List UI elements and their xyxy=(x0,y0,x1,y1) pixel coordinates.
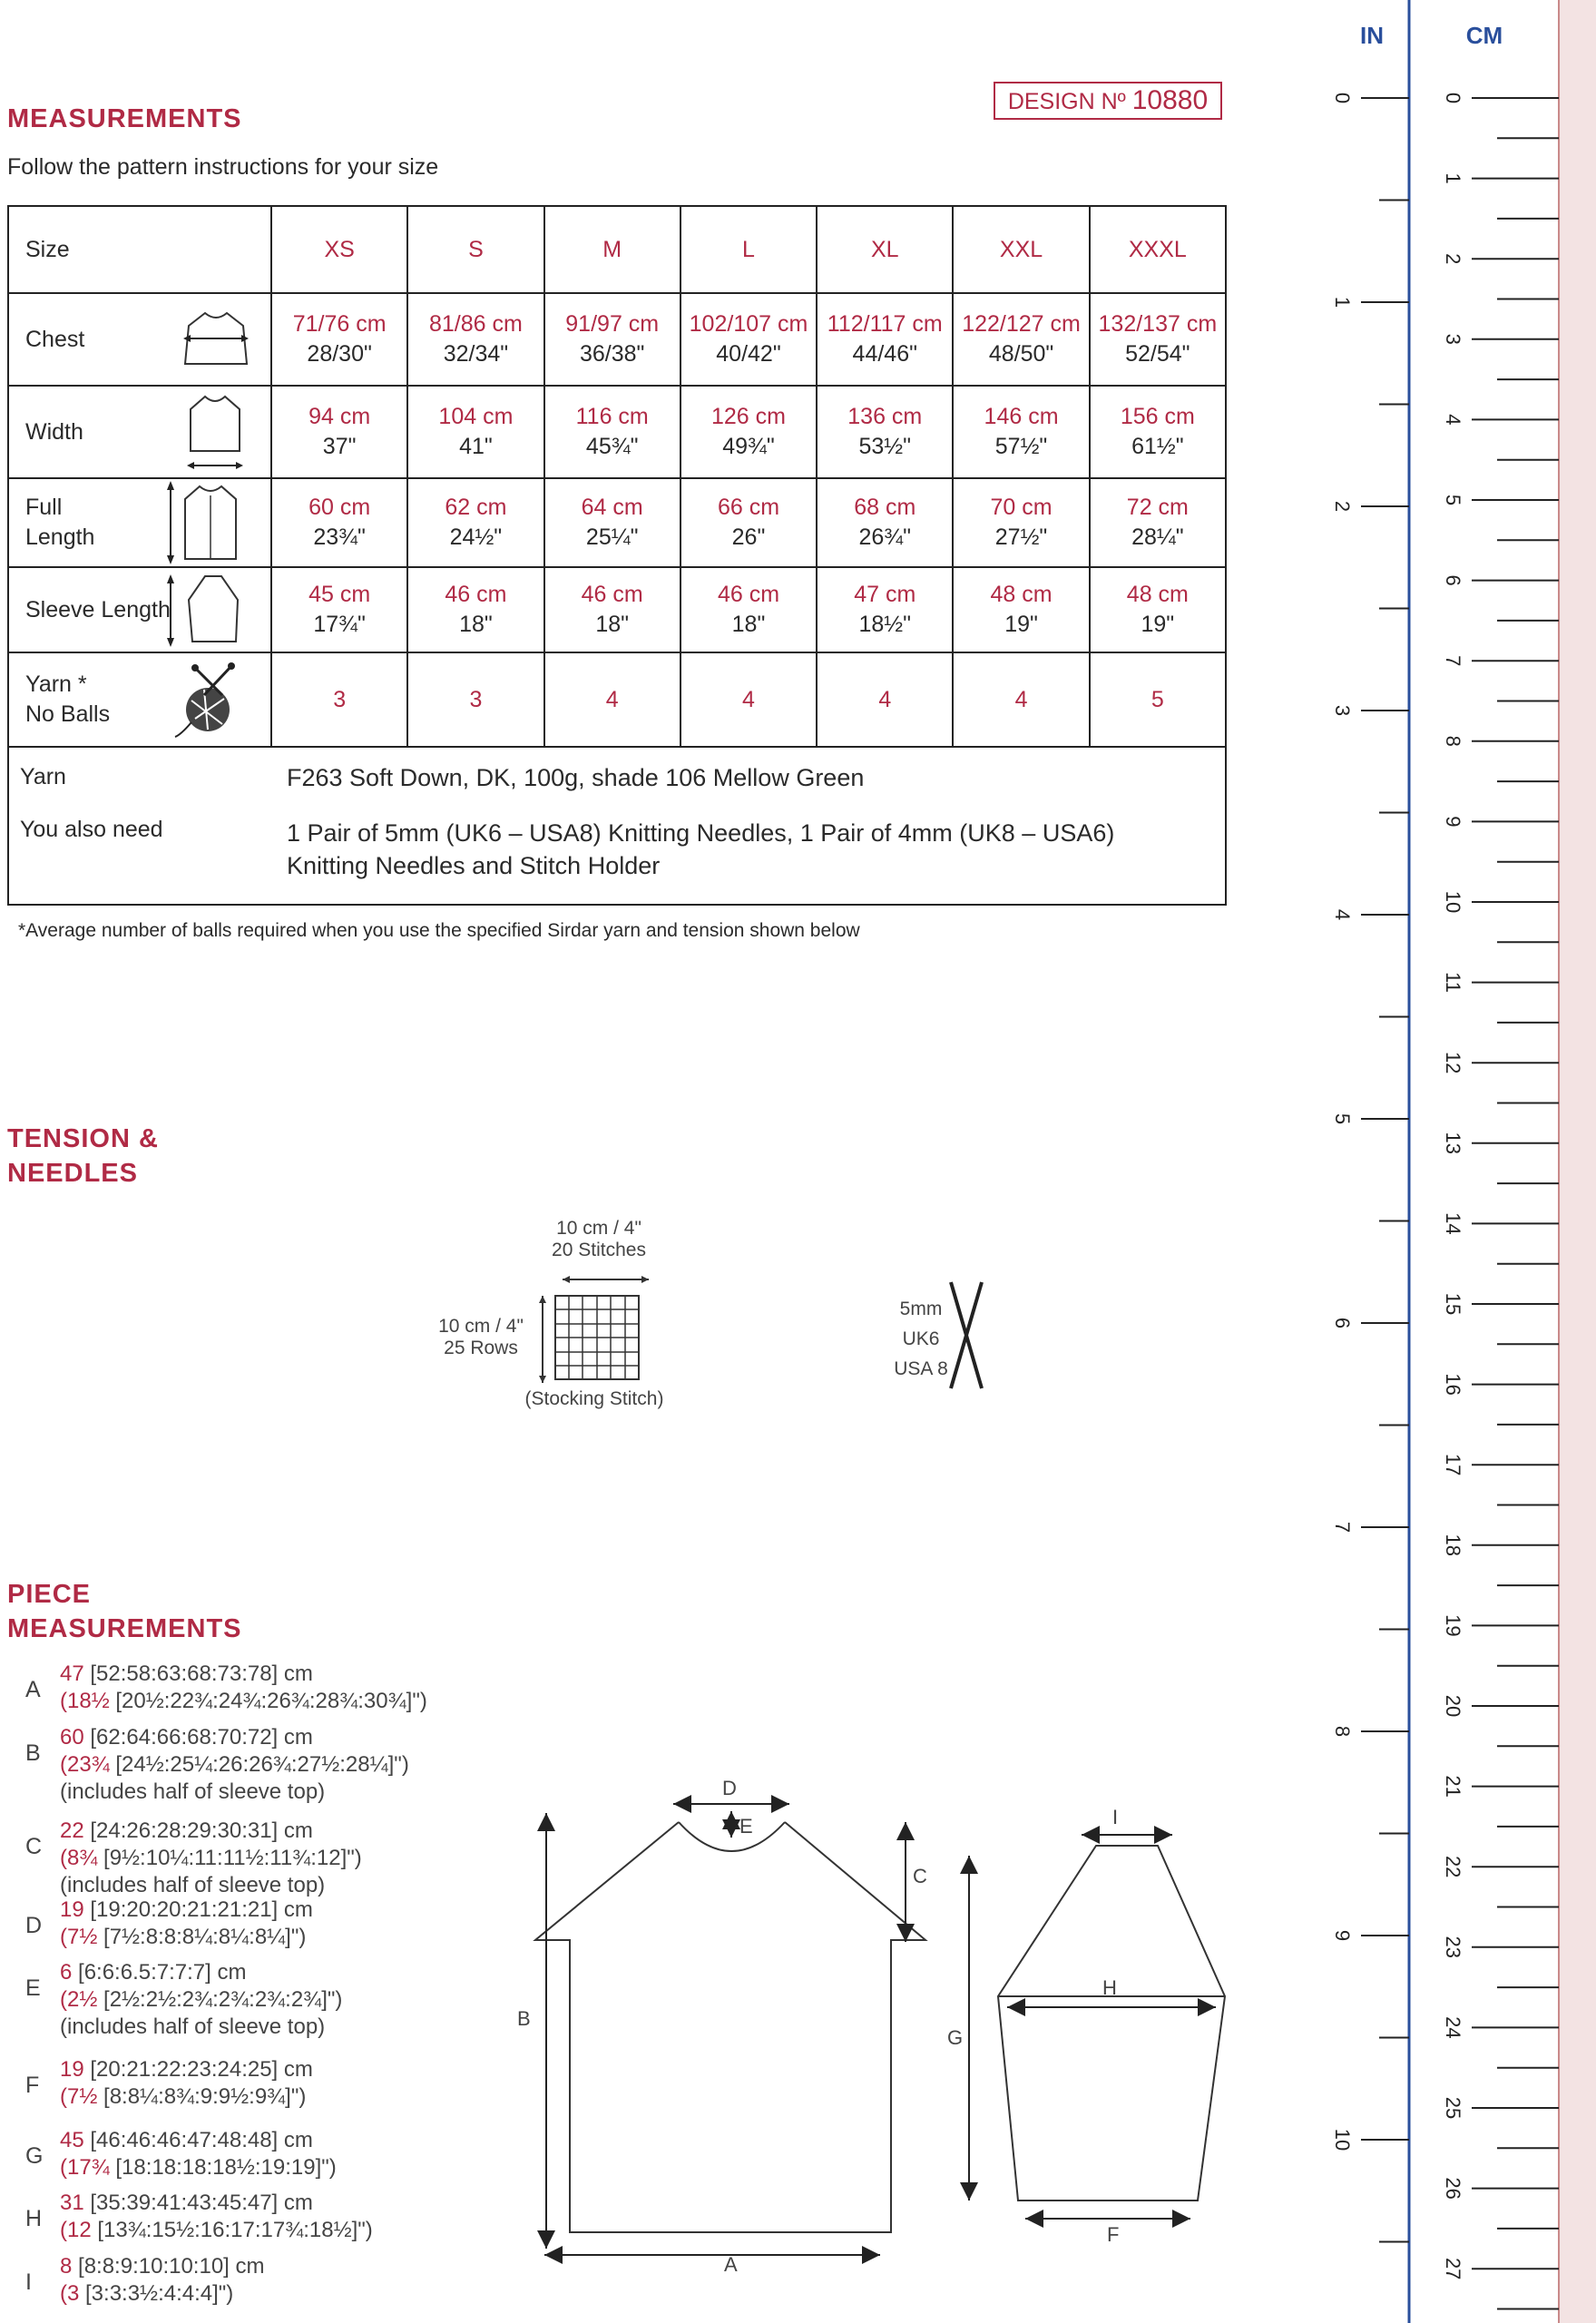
piece-measurement-line xyxy=(60,2014,325,2041)
cell-value: 46 cm xyxy=(581,582,643,607)
piece-other-values: [2½:2½:2¾:2¾:2¾:2¾]") xyxy=(97,1987,343,2012)
piece-other-values: [8:8¼:8¾:9:9½:9¾]") xyxy=(97,2084,307,2109)
piece-measurement-line xyxy=(60,2190,313,2217)
ruler-cm-number: 24 xyxy=(1442,2016,1465,2039)
knitting-needles-icon xyxy=(944,1275,989,1393)
needle-line: 5mm xyxy=(899,1299,943,1319)
piece-measurement-line xyxy=(60,1924,306,1951)
ruler-inch-number: 1 xyxy=(1331,296,1355,309)
cell-value: 18" xyxy=(459,612,493,637)
measurement-cell xyxy=(681,567,817,652)
piece-heading-line: MEASUREMENTS xyxy=(7,1614,242,1643)
cell-value: 57½" xyxy=(994,434,1048,459)
cell-value: 126 cm xyxy=(710,404,786,429)
piece-other-values: [24½:25¼:26:26¾:27½:28¼]") xyxy=(109,1752,409,1777)
cell-value: 64 cm xyxy=(581,495,643,520)
cell-value: 62 cm xyxy=(445,495,507,520)
piece-measurement-line xyxy=(60,1897,313,1924)
ruler-background xyxy=(1307,0,1596,2323)
ruler-cm-number: 26 xyxy=(1442,2177,1465,2200)
size-header: L xyxy=(681,206,817,293)
measurement-cell xyxy=(271,386,407,478)
garment-diagram xyxy=(508,1751,1261,2296)
piece-main-value: 47 xyxy=(60,1661,84,1686)
ruler-inch-number: 6 xyxy=(1331,1317,1355,1329)
row-label: Yarn * xyxy=(25,671,87,697)
needle-line: UK6 xyxy=(902,1328,940,1349)
measurement-cell xyxy=(953,652,1089,747)
measurement-cell xyxy=(544,478,681,567)
piece-main-value: (12 xyxy=(60,2218,92,2242)
ruler-cm-number: 13 xyxy=(1442,1132,1465,1155)
cell-value: 156 cm xyxy=(1120,404,1195,429)
row-label-cell xyxy=(8,478,271,567)
cell-value: 3 xyxy=(469,686,483,712)
cell-value: 41" xyxy=(459,434,493,459)
cell-value: 32/34" xyxy=(443,341,509,367)
piece-measurement-line xyxy=(60,1688,427,1715)
cell-value: 18" xyxy=(595,612,630,637)
piece-letter: A xyxy=(25,1677,41,1702)
measurement-cell xyxy=(953,478,1089,567)
measuring-ruler xyxy=(1307,0,1596,2323)
cell-value: 136 cm xyxy=(847,404,923,429)
yarn-label: Yarn xyxy=(20,764,66,789)
ruler-inch-number: 7 xyxy=(1331,1521,1355,1534)
measurement-cell xyxy=(271,567,407,652)
ruler-cm-number: 10 xyxy=(1442,890,1465,914)
piece-measurement-line xyxy=(60,2217,373,2244)
cell-value: 81/86 cm xyxy=(429,311,523,337)
piece-main-value: (2½ xyxy=(60,1987,98,2012)
measurement-cell xyxy=(953,293,1089,386)
cell-value: 45¾" xyxy=(585,434,639,459)
ruler-cm-number: 4 xyxy=(1442,414,1465,426)
diagram-label-c: C xyxy=(913,1865,927,1887)
cell-value: 116 cm xyxy=(575,404,649,429)
cell-value: 122/127 cm xyxy=(962,311,1081,337)
measurement-cell xyxy=(953,386,1089,478)
piece-measurement-line xyxy=(60,2056,313,2083)
piece-measurement-line xyxy=(60,1872,325,1899)
measurement-cell xyxy=(544,567,681,652)
table-row xyxy=(8,478,1226,567)
ruler-inch-number: 4 xyxy=(1331,908,1355,921)
piece-main-value: 45 xyxy=(60,2128,84,2152)
piece-letter: I xyxy=(25,2269,32,2295)
cell-value: 36/38" xyxy=(579,341,645,367)
piece-measurement-line xyxy=(60,1818,313,1845)
cell-value: 68 cm xyxy=(854,495,916,520)
table-row xyxy=(8,386,1226,478)
measurement-cell xyxy=(681,652,817,747)
tension-height-label xyxy=(426,1316,535,1359)
cell-value: 26¾" xyxy=(858,524,912,550)
piece-other-values: [62:64:66:68:70:72] cm xyxy=(83,1725,313,1750)
piece-other-values: (includes half of sleeve top) xyxy=(60,1779,326,1804)
measurement-cell xyxy=(953,567,1089,652)
width-diagram-icon xyxy=(183,391,247,473)
piece-main-value: 19 xyxy=(60,1897,84,1922)
ruler-cm-number: 16 xyxy=(1442,1373,1465,1396)
ruler-cm-number: 27 xyxy=(1442,2257,1465,2280)
tension-height-line: 25 Rows xyxy=(444,1338,518,1358)
piece-other-values: [52:58:63:68:73:78] cm xyxy=(83,1661,313,1686)
measurement-cell xyxy=(407,567,543,652)
ruler-cm-label: CM xyxy=(1465,22,1503,49)
diagram-label-b: B xyxy=(517,2007,531,2030)
piece-measurements-heading xyxy=(7,1577,242,1646)
ruler-cm-number: 23 xyxy=(1442,1936,1465,1959)
piece-other-values: [8:8:9:10:10:10] cm xyxy=(72,2254,265,2279)
row-label-cell xyxy=(8,567,271,652)
size-header: XXL xyxy=(953,206,1089,293)
piece-measurement-line xyxy=(60,2253,265,2280)
measurement-cell xyxy=(681,293,817,386)
table-row xyxy=(8,567,1226,652)
piece-other-values: [20:21:22:23:24:25] cm xyxy=(83,2057,313,2082)
cell-value: 24½" xyxy=(449,524,503,550)
measurement-cell xyxy=(817,652,953,747)
measurement-cell xyxy=(544,652,681,747)
measurement-cell xyxy=(817,478,953,567)
also-need-line: Knitting Needles and Stitch Holder xyxy=(287,852,661,879)
piece-main-value: (7½ xyxy=(60,2084,98,2109)
diagram-label-i: I xyxy=(1112,1806,1119,1828)
cell-value: 70 cm xyxy=(990,495,1053,520)
cell-value: 47 cm xyxy=(854,582,916,607)
piece-measurement-line xyxy=(60,1751,409,1779)
ruler-cm-number: 19 xyxy=(1442,1614,1465,1637)
cell-value: 48/50" xyxy=(988,341,1054,367)
row-label: No Balls xyxy=(25,701,111,727)
cell-value: 132/137 cm xyxy=(1098,311,1218,337)
piece-letter: C xyxy=(25,1834,43,1859)
piece-measurement-line xyxy=(60,1986,342,2014)
piece-letter: E xyxy=(25,1975,41,2001)
size-header: M xyxy=(544,206,681,293)
measurement-cell xyxy=(817,567,953,652)
row-label: Width xyxy=(25,418,83,445)
diagram-label-d: D xyxy=(722,1777,737,1799)
cell-value: 17¾" xyxy=(313,612,366,637)
ruler-edge xyxy=(1559,0,1596,2323)
measurement-cell xyxy=(544,293,681,386)
cell-value: 40/42" xyxy=(716,341,781,367)
yarn-ball-icon xyxy=(168,659,250,740)
ruler-cm-number: 21 xyxy=(1442,1775,1465,1798)
piece-measurement-line xyxy=(60,2154,337,2181)
cell-value: 5 xyxy=(1150,686,1164,712)
cell-value: 4 xyxy=(605,686,619,712)
piece-other-values: [20½:22¾:24¾:26¾:28¾:30¾]") xyxy=(109,1689,427,1713)
piece-measurement-line xyxy=(60,1661,313,1688)
measurement-cell xyxy=(407,652,543,747)
measurement-cell xyxy=(817,293,953,386)
measurement-cell xyxy=(407,386,543,478)
yarn-value: F263 Soft Down, DK, 100g, shade 106 Mellow Green xyxy=(287,764,865,791)
ruler-cm-number: 22 xyxy=(1442,1855,1465,1878)
diagram-label-a: A xyxy=(724,2253,738,2276)
ruler-cm-number: 18 xyxy=(1442,1534,1465,1557)
size-header: XXXL xyxy=(1090,206,1226,293)
piece-other-values: [13¾:15½:16:17:17¾:18½]") xyxy=(91,2218,373,2242)
needle-line: USA 8 xyxy=(894,1358,948,1379)
footnote: *Average number of balls required when you use the specified Sirdar yarn and tension shown below xyxy=(18,920,860,941)
ruler-inch-number: 5 xyxy=(1331,1112,1355,1125)
tension-heading-line: NEEDLES xyxy=(7,1159,138,1188)
cell-value: 91/97 cm xyxy=(565,311,660,337)
cell-value: 46 cm xyxy=(445,582,507,607)
piece-letter: B xyxy=(25,1740,41,1766)
ruler-cm-number: 9 xyxy=(1442,816,1465,828)
cell-value: 44/46" xyxy=(852,341,917,367)
chest-diagram-icon xyxy=(180,308,252,371)
ruler-in-label: IN xyxy=(1360,22,1384,49)
length-diagram-icon xyxy=(162,479,243,566)
ruler-cm-number: 7 xyxy=(1442,655,1465,667)
ruler-cm-number: 14 xyxy=(1442,1212,1465,1235)
ruler-inch-number: 0 xyxy=(1331,92,1355,104)
measurements-heading: MEASUREMENTS xyxy=(7,104,242,133)
yarn-info-box xyxy=(7,748,1227,906)
size-header: XL xyxy=(817,206,953,293)
piece-letter: D xyxy=(25,1913,43,1938)
measurement-cell xyxy=(271,293,407,386)
piece-main-value: 31 xyxy=(60,2191,84,2215)
diagram-label-h: H xyxy=(1102,1976,1117,1999)
diagram-label-g: G xyxy=(947,2026,964,2049)
ruler-cm-number: 12 xyxy=(1442,1051,1465,1074)
cell-value: 23¾" xyxy=(313,524,366,550)
cell-value: 45 cm xyxy=(308,582,371,607)
piece-main-value: 6 xyxy=(60,1960,73,1985)
piece-other-values: (includes half of sleeve top) xyxy=(60,1873,326,1897)
piece-main-value: (8¾ xyxy=(60,1846,98,1870)
measurements-subtitle: Follow the pattern instructions for your size xyxy=(7,154,439,180)
piece-measurement-line xyxy=(60,1959,246,1986)
ruler-cm-number: 3 xyxy=(1442,333,1465,345)
measurement-cell xyxy=(271,478,407,567)
tension-heading xyxy=(7,1122,159,1191)
cell-value: 37" xyxy=(322,434,357,459)
ruler-inch-number: 9 xyxy=(1331,1929,1355,1942)
tension-width-label xyxy=(526,1218,671,1261)
diagram-label-f: F xyxy=(1107,2223,1120,2246)
cell-value: 18" xyxy=(731,612,766,637)
cell-value: 27½" xyxy=(994,524,1048,550)
piece-other-values: [3:3:3½:4:4:4]") xyxy=(79,2281,234,2306)
also-need-value xyxy=(287,817,1114,882)
cell-value: 4 xyxy=(1014,686,1028,712)
measurements-table xyxy=(7,205,1227,748)
cell-value: 61½" xyxy=(1131,434,1184,459)
piece-letter: H xyxy=(25,2206,43,2231)
piece-main-value: (18½ xyxy=(60,1689,110,1713)
piece-other-values: [24:26:28:29:30:31] cm xyxy=(83,1818,313,1843)
piece-main-value: 8 xyxy=(60,2254,73,2279)
diagram-label-e: E xyxy=(739,1815,753,1838)
piece-letter: F xyxy=(25,2073,40,2098)
cell-value: 146 cm xyxy=(984,404,1059,429)
design-number: 10880 xyxy=(1131,85,1209,115)
piece-other-values: (includes half of sleeve top) xyxy=(60,2014,326,2039)
cell-value: 53½" xyxy=(858,434,912,459)
measurement-cell xyxy=(544,386,681,478)
tension-grid-icon xyxy=(535,1270,653,1388)
ruler-cm-number: 8 xyxy=(1442,735,1465,747)
piece-measurement-line xyxy=(60,2280,233,2308)
piece-heading-line: PIECE xyxy=(7,1580,92,1609)
stitch-label: (Stocking Stitch) xyxy=(524,1388,664,1409)
ruler-cm-number: 17 xyxy=(1442,1453,1465,1476)
row-label-cell xyxy=(8,652,271,747)
piece-other-values: [9½:10¼:11:11½:11¾:12]") xyxy=(97,1846,362,1870)
ruler-cm-number: 20 xyxy=(1442,1694,1465,1718)
table-row xyxy=(8,293,1226,386)
cell-value: 3 xyxy=(333,686,347,712)
measurement-cell xyxy=(1090,478,1226,567)
row-label-cell xyxy=(8,293,271,386)
cell-value: 48 cm xyxy=(990,582,1053,607)
size-header: XS xyxy=(271,206,407,293)
table-row xyxy=(8,652,1226,747)
cell-value: 66 cm xyxy=(717,495,780,520)
cell-value: 28¼" xyxy=(1131,524,1184,550)
cell-value: 28/30" xyxy=(307,341,372,367)
ruler-inch-number: 3 xyxy=(1331,704,1355,717)
measurement-cell xyxy=(681,386,817,478)
piece-measurement-line xyxy=(60,1724,313,1751)
piece-other-values: [6:6:6.5:7:7:7] cm xyxy=(72,1960,247,1985)
row-label: Full xyxy=(25,495,63,520)
piece-letter: G xyxy=(25,2143,44,2169)
size-header: S xyxy=(407,206,543,293)
cell-value: 72 cm xyxy=(1126,495,1189,520)
measurement-cell xyxy=(271,652,407,747)
cell-value: 71/76 cm xyxy=(292,311,387,337)
ruler-cm-number: 1 xyxy=(1442,172,1465,184)
cell-value: 46 cm xyxy=(717,582,780,607)
tension-heading-line: TENSION & xyxy=(7,1124,159,1153)
cell-value: 19" xyxy=(1141,612,1175,637)
ruler-cm-number: 11 xyxy=(1442,972,1465,994)
also-need-line: 1 Pair of 5mm (UK6 – USA8) Knitting Needles, 1 Pair of 4mm (UK8 – USA6) xyxy=(287,819,1115,847)
cell-value: 48 cm xyxy=(1126,582,1189,607)
cell-value: 4 xyxy=(742,686,755,712)
design-prefix: DESIGN Nº xyxy=(1007,89,1126,114)
cell-value: 26" xyxy=(731,524,766,550)
tension-width-line: 20 Stitches xyxy=(552,1240,646,1260)
row-label-cell xyxy=(8,386,271,478)
piece-main-value: (17¾ xyxy=(60,2155,110,2180)
ruler-cm-number: 2 xyxy=(1442,253,1465,265)
ruler-cm-number: 15 xyxy=(1442,1292,1465,1316)
piece-other-values: [7½:8:8:8¼:8¼:8¼]") xyxy=(97,1925,307,1949)
cell-value: 52/54" xyxy=(1125,341,1190,367)
piece-measurement-line xyxy=(60,2127,313,2154)
piece-main-value: 22 xyxy=(60,1818,84,1843)
piece-main-value: (3 xyxy=(60,2281,80,2306)
cell-value: 49¾" xyxy=(722,434,775,459)
ruler-inch-number: 2 xyxy=(1331,500,1355,513)
ruler-inch-number: 8 xyxy=(1331,1725,1355,1738)
measurement-cell xyxy=(817,386,953,478)
ruler-cm-number: 6 xyxy=(1442,574,1465,586)
cell-value: 112/117 cm xyxy=(827,311,943,337)
tension-width-line: 10 cm / 4" xyxy=(556,1218,641,1239)
sleeve-diagram-icon xyxy=(162,571,243,649)
piece-other-values: [46:46:46:47:48:48] cm xyxy=(83,2128,313,2152)
cell-value: 102/107 cm xyxy=(689,311,808,337)
row-label: Length xyxy=(25,524,95,550)
measurement-cell xyxy=(1090,293,1226,386)
measurement-cell xyxy=(1090,386,1226,478)
piece-main-value: 19 xyxy=(60,2057,84,2082)
piece-other-values: [19:20:20:21:21:21] cm xyxy=(83,1897,313,1922)
row-label: Sleeve Length xyxy=(25,596,171,622)
cell-value: 94 cm xyxy=(308,404,371,429)
ruler-cm-number: 5 xyxy=(1442,494,1465,506)
measurement-cell xyxy=(681,478,817,567)
measurement-cell xyxy=(1090,652,1226,747)
design-number-box xyxy=(994,82,1222,120)
cell-value: 104 cm xyxy=(438,404,514,429)
piece-measurement-line xyxy=(60,1779,325,1806)
piece-main-value: (23¾ xyxy=(60,1752,110,1777)
piece-measurement-line xyxy=(60,2083,306,2111)
ruler-cm-number: 0 xyxy=(1442,92,1465,104)
size-label: Size xyxy=(8,206,271,293)
cell-value: 4 xyxy=(878,686,892,712)
tension-height-line: 10 cm / 4" xyxy=(438,1316,524,1337)
also-need-label: You also need xyxy=(20,817,163,842)
cell-value: 19" xyxy=(1004,612,1038,637)
measurement-cell xyxy=(407,293,543,386)
cell-value: 60 cm xyxy=(308,495,371,520)
ruler-cm-number: 25 xyxy=(1442,2096,1465,2120)
piece-main-value: 60 xyxy=(60,1725,84,1750)
row-label: Chest xyxy=(25,326,85,352)
cell-value: 18½" xyxy=(858,612,912,637)
piece-main-value: (7½ xyxy=(60,1925,98,1949)
piece-measurement-line xyxy=(60,1845,362,1872)
measurement-cell xyxy=(407,478,543,567)
piece-other-values: [18:18:18:18½:19:19]") xyxy=(109,2155,337,2180)
cell-value: 25¼" xyxy=(585,524,639,550)
ruler-inch-number: 10 xyxy=(1331,2128,1355,2151)
piece-other-values: [35:39:41:43:45:47] cm xyxy=(83,2191,313,2215)
table-header-row xyxy=(8,206,1226,293)
measurement-cell xyxy=(1090,567,1226,652)
